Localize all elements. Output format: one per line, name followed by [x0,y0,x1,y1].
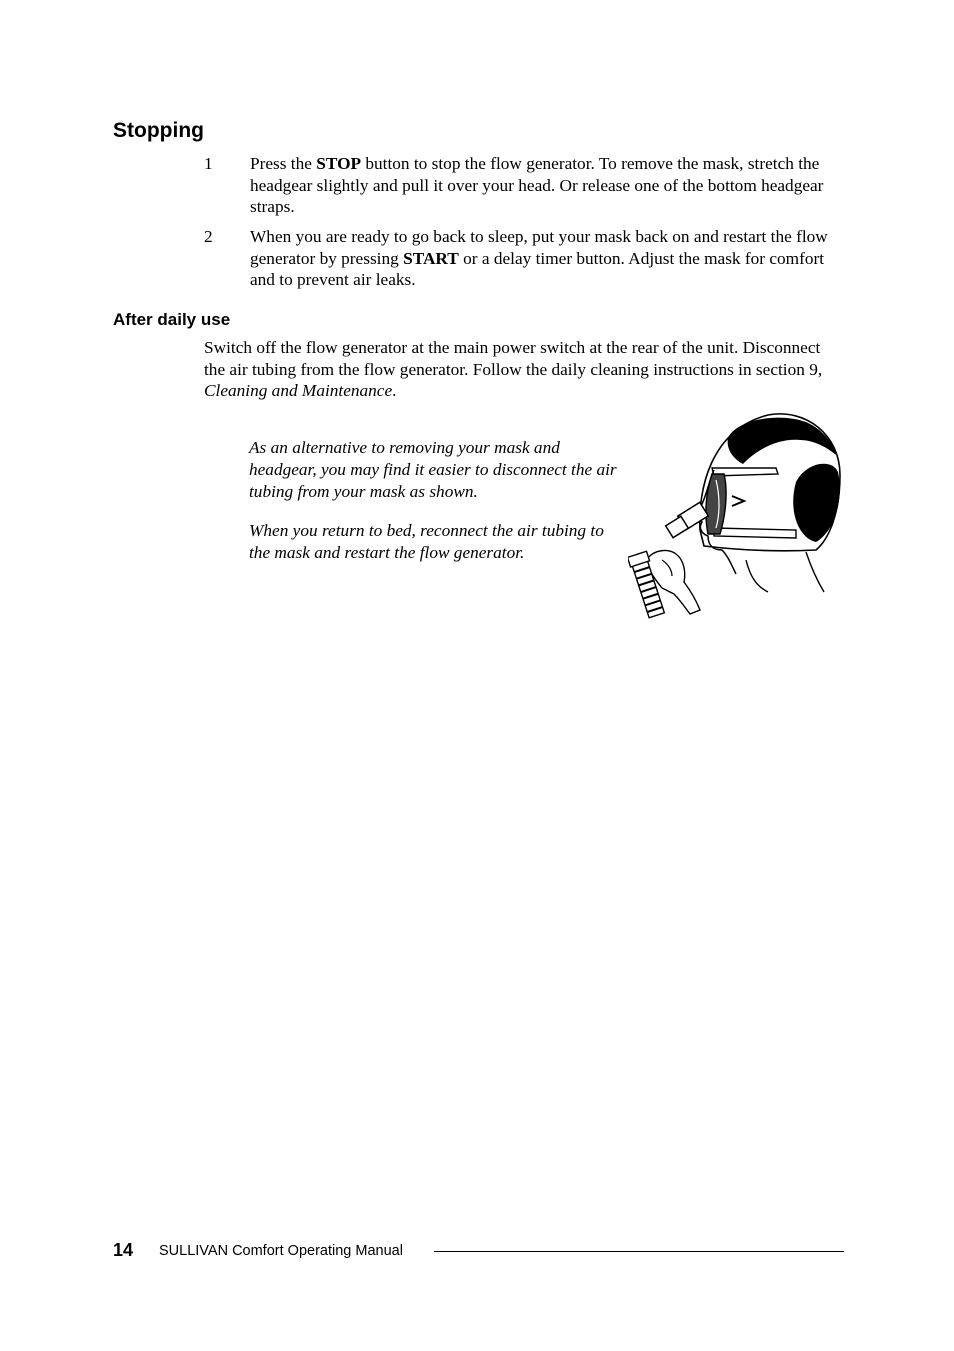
step-text [250,226,844,291]
after-daily-use-paragraph [204,337,844,402]
footer-rule [434,1251,844,1252]
stop-button-reference: STOP [316,154,362,173]
step-text-part: or a delay timer button. Adjust the mask for comfort and to prevent air leaks. [250,248,825,289]
manual-title: SULLIVAN Comfort Operating Manual [159,1243,403,1259]
paragraph-text: Switch off the flow generator at the main power switch at the rear of the unit. Disconnect the air tubing from the flow generator. Follow the daily cleaning instructions in section 9, [204,338,823,379]
step-text [250,153,844,218]
paragraph-text: . [392,381,397,400]
section-heading-after-daily-use: After daily use [113,310,231,329]
step-2 [204,226,844,291]
step-number: 2 [204,227,213,246]
step-text-part: When you are ready to go back to sleep, put your mask back on and restart the flow generator by pressing [250,227,828,268]
note-reconnect-tubing: When you return to bed, reconnect the air tubing to the mask and restart the flow generator. [249,521,604,562]
mask-disconnect-illustration [628,410,846,620]
page-number: 14 [113,1240,134,1260]
section-heading-stopping: Stopping [113,119,204,142]
note-disconnect-tubing: As an alternative to removing your mask and headgear, you may find it easier to disconnect the air tubing from your mask as shown. [249,438,617,501]
step-text-part: button to stop the flow generator. To remove the mask, stretch the headgear slightly and pull it over your head. Or release one of the bottom headgear straps. [250,154,824,216]
start-button-reference: START [403,248,459,268]
cross-reference: Cleaning and Maintenance [204,381,393,400]
step-1 [204,153,844,218]
step-number: 1 [204,154,213,173]
page-footer [113,1238,844,1264]
step-text-part: Press the [250,154,317,173]
